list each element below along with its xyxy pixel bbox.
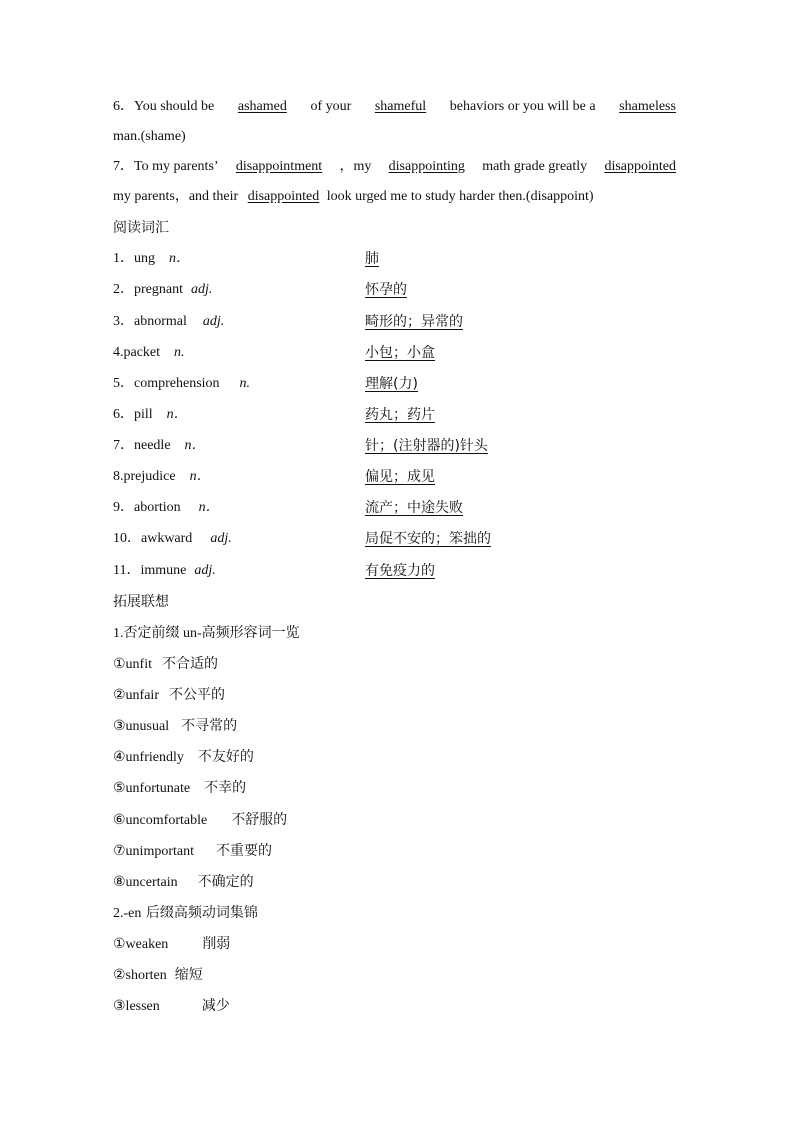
item-word: ⑤unfortunate bbox=[113, 781, 191, 796]
list-item bbox=[113, 747, 254, 768]
answer-disappointed-1: disappointed bbox=[604, 159, 676, 174]
vocab-pos: adj. bbox=[202, 314, 225, 329]
list-item bbox=[113, 778, 246, 799]
item-meaning: 不确定的 bbox=[197, 874, 254, 890]
group-1-title bbox=[113, 623, 300, 644]
vocab-meaning: 理解(力) bbox=[365, 376, 418, 392]
vocab-word: 11．immune bbox=[113, 563, 187, 578]
vocab-pos: adj. bbox=[194, 563, 216, 578]
sentence-7-text-3: my parents，and their bbox=[113, 189, 239, 204]
item-meaning: 不幸的 bbox=[204, 780, 247, 796]
vocab-meaning: 小包；小盒 bbox=[365, 345, 435, 361]
answer-ashamed: ashamed bbox=[237, 99, 287, 114]
vocab-meaning: 畸形的；异常的 bbox=[365, 314, 463, 330]
item-word: ①weaken bbox=[113, 937, 169, 952]
vocab-row bbox=[113, 498, 613, 518]
group-1-title-cn-2: 高频形容词一览 bbox=[201, 625, 300, 641]
answer-shameless: shameless bbox=[619, 99, 676, 114]
group-1-title-cn-1: 否定前缀 bbox=[123, 625, 180, 641]
list-item bbox=[113, 965, 203, 986]
item-word: ①unfit bbox=[113, 657, 152, 672]
item-meaning: 不重要的 bbox=[216, 843, 272, 859]
answer-disappointing: disappointing bbox=[388, 159, 465, 174]
item-meaning: 缩短 bbox=[174, 967, 203, 983]
item-word: ④unfriendly bbox=[113, 750, 184, 765]
item-meaning: 不公平的 bbox=[168, 687, 225, 703]
list-item bbox=[113, 716, 237, 737]
section-heading-reading-vocab: 阅读词汇 bbox=[113, 220, 169, 236]
vocab-meaning: 有免疫力的 bbox=[365, 563, 435, 579]
list-item bbox=[113, 934, 230, 955]
sentence-6-line-2: man.(shame) bbox=[113, 129, 186, 144]
vocab-word: 7．needle bbox=[113, 438, 171, 453]
vocab-meaning: 流产；中途失败 bbox=[365, 500, 463, 516]
vocab-row bbox=[113, 249, 613, 269]
vocab-meaning: 药丸；药片 bbox=[365, 407, 435, 423]
vocab-pos: adj. bbox=[210, 531, 232, 546]
vocab-meaning: 局促不安的；笨拙的 bbox=[365, 531, 491, 547]
vocab-pos: n. bbox=[174, 345, 185, 360]
vocab-pos: adj. bbox=[190, 282, 213, 297]
vocab-word: 1．ung bbox=[113, 251, 155, 266]
sentence-6-text-2: behaviors or you will be a bbox=[449, 99, 596, 114]
group-2-title-en: 2.-en bbox=[113, 906, 142, 921]
sentence-7-text-1: ，my bbox=[339, 159, 372, 174]
item-word: ⑥uncomfortable bbox=[113, 813, 208, 828]
vocab-meaning: 肺 bbox=[365, 251, 379, 267]
item-meaning: 不友好的 bbox=[197, 749, 254, 765]
item-meaning: 不合适的 bbox=[162, 656, 218, 672]
answer-shameful: shameful bbox=[374, 99, 427, 114]
vocab-pos: n． bbox=[166, 407, 188, 422]
sentence-6-line-1 bbox=[113, 97, 676, 117]
vocab-word: 4.packet bbox=[113, 345, 161, 360]
group-1-title-en: un- bbox=[179, 626, 202, 641]
sentence-7-line-1 bbox=[113, 157, 676, 177]
vocab-pos: n． bbox=[184, 438, 206, 453]
vocab-row bbox=[113, 467, 613, 487]
answer-disappointment: disappointment bbox=[235, 159, 323, 174]
list-item bbox=[113, 810, 287, 831]
vocab-word: 8.prejudice bbox=[113, 469, 176, 484]
vocab-row bbox=[113, 312, 613, 332]
vocab-pos: n． bbox=[189, 469, 211, 484]
item-word: ⑦unimportant bbox=[113, 844, 194, 859]
sentence-7-text-2: math grade greatly bbox=[482, 159, 588, 174]
vocab-word: 3．abnormal bbox=[113, 314, 187, 329]
item-word: ③lessen bbox=[113, 999, 160, 1014]
vocab-word: 10．awkward bbox=[113, 531, 193, 546]
item-meaning: 减少 bbox=[201, 998, 230, 1014]
vocab-row bbox=[113, 561, 613, 581]
item-word: ⑧uncertain bbox=[113, 875, 178, 890]
list-item bbox=[113, 872, 254, 893]
vocab-row bbox=[113, 374, 613, 394]
vocab-row bbox=[113, 436, 613, 456]
vocab-pos: n． bbox=[198, 500, 220, 515]
item-meaning: 不舒服的 bbox=[231, 812, 288, 828]
group-2-title-cn: 后缀高频动词集锦 bbox=[141, 905, 258, 921]
list-item bbox=[113, 685, 225, 706]
section-heading-expansion: 拓展联想 bbox=[113, 594, 169, 610]
vocab-meaning: 偏见；成见 bbox=[365, 469, 435, 485]
sentence-7-start: 7．To my parents’ bbox=[113, 159, 219, 174]
vocab-word: 6．pill bbox=[113, 407, 153, 422]
vocab-word: 5．comprehension bbox=[113, 376, 220, 391]
item-word: ②unfair bbox=[113, 688, 159, 703]
vocab-pos: n. bbox=[239, 376, 251, 391]
sentence-6-text-1: of your bbox=[310, 99, 352, 114]
item-word: ③unusual bbox=[113, 719, 170, 734]
vocab-meaning: 怀孕的 bbox=[365, 282, 407, 298]
list-item bbox=[113, 996, 230, 1017]
vocab-row bbox=[113, 343, 613, 363]
vocab-word: 2．pregnant bbox=[113, 282, 183, 297]
vocab-pos: n． bbox=[169, 251, 190, 266]
item-word: ②shorten bbox=[113, 968, 167, 983]
sentence-7-text-4: look urged me to study harder then.(disappoint) bbox=[326, 189, 594, 204]
sentence-7-line-2 bbox=[113, 187, 594, 207]
item-meaning: 削弱 bbox=[202, 936, 231, 952]
group-2-title bbox=[113, 903, 258, 924]
list-item bbox=[113, 654, 218, 675]
sentence-6-start: 6．You should be bbox=[113, 99, 215, 114]
answer-disappointed-2: disappointed bbox=[247, 189, 320, 204]
vocab-row bbox=[113, 280, 613, 300]
vocab-meaning: 针；(注射器的)针头 bbox=[365, 438, 488, 454]
item-meaning: 不寻常的 bbox=[181, 718, 238, 734]
group-1-number: 1. bbox=[113, 626, 124, 641]
vocab-word: 9．abortion bbox=[113, 500, 181, 515]
vocab-row bbox=[113, 405, 613, 425]
list-item bbox=[113, 841, 272, 862]
vocab-row bbox=[113, 529, 613, 549]
